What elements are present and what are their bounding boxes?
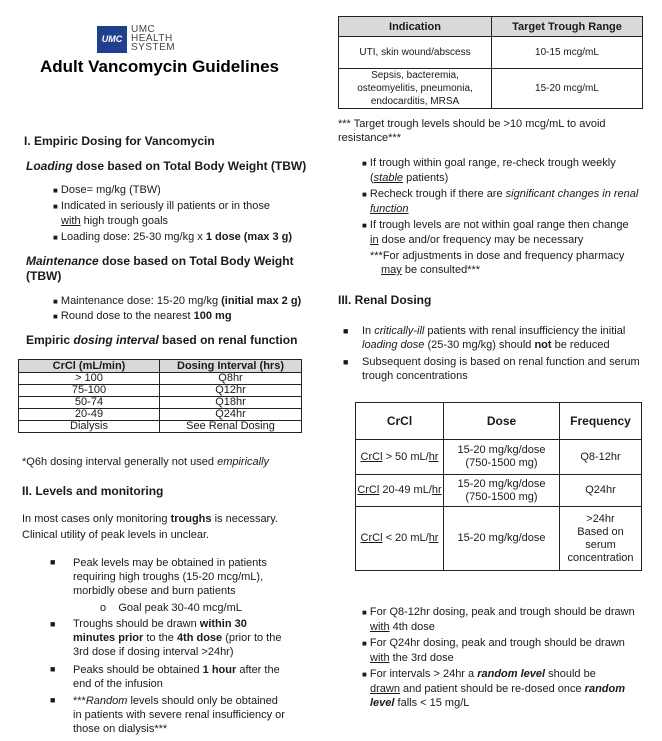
- levels-bullet-4: ***Random levels should only be obtained in patients with severe renal insufficiency or those on dialysis***: [73, 695, 285, 735]
- logo-line-2: HEALTH: [131, 33, 173, 44]
- renal-bullet-2: Subsequent dosing is based on renal function and serum trough concentrations: [362, 356, 640, 382]
- q6h-note: *Q6h dosing interval generally not used empirically: [22, 456, 270, 468]
- table-row: CrCl 20-49 mL/hr 15-20 mg/kg/dose (750-1500 mg) Q24hr: [356, 475, 642, 507]
- target-bullet-1: ■ If trough within goal range, re-check trough weekly (stable patients): [362, 157, 616, 184]
- table-row: CrCl < 20 mL/hr 15-20 mg/kg/dose >24hr Based on serum concentration: [356, 507, 642, 571]
- target-consult-note: ***For adjustments in dose and frequency pharmacy may be consulted***: [370, 250, 625, 276]
- bullet-icon: ■: [343, 357, 349, 367]
- logo-mark-icon: UMC: [97, 26, 127, 53]
- crcl-interval-table: [18, 359, 302, 433]
- table-row: > 100 Q8hr: [19, 373, 302, 385]
- bullet-icon: ■: [50, 557, 56, 567]
- renal-bullet-1: In critically-ill patients with renal insufficiency the initial loading dose (25-30 mg/kg) should not be reduced: [362, 325, 626, 351]
- bullet-icon: ■: [50, 619, 56, 629]
- levels-paragraph-1: In most cases only monitoring troughs is necessary.: [22, 513, 278, 525]
- draw-bullet-1: ■ For Q8-12hr dosing, peak and trough should be drawn with 4th dose: [362, 606, 635, 633]
- target-bullet-2: ■ Recheck trough if there are significant changes in renal function: [362, 188, 639, 215]
- logo: [97, 26, 212, 54]
- section-1-heading: I. Empiric Dosing for Vancomycin: [24, 134, 215, 148]
- logo-line-3: SYSTEM: [131, 42, 176, 53]
- empiric-heading: Empiric dosing interval based on renal function: [26, 333, 298, 347]
- renal-dosing-table: [355, 402, 642, 571]
- levels-bullet-3: Peaks should be obtained 1 hour after the end of the infusion: [73, 664, 280, 690]
- crcl-table-header: Dosing Interval (hrs): [160, 360, 302, 373]
- draw-bullet-2: ■ For Q24hr dosing, peak and trough should be drawn with the 3rd dose: [362, 637, 625, 664]
- loading-heading: Loading dose based on Total Body Weight (TBW): [26, 159, 307, 173]
- table-row: CrCl > 50 mL/hr 15-20 mg/kg/dose (750-1500 mg) Q8-12hr: [356, 440, 642, 475]
- draw-bullet-3: ■ For intervals > 24hr a random level should be drawn and patient should be re-dosed once random level falls < 15 mg/L: [362, 668, 626, 709]
- levels-bullet-2: Troughs should be drawn within 30 minutes prior to the 4th dose (prior to the 3rd dose if dosing interval >24hr): [73, 618, 282, 658]
- target-note: *** Target trough levels should be >10 mcg/mL to avoid resistance***: [338, 118, 606, 144]
- loading-bullet-2-cont: with high trough goals: [61, 215, 169, 227]
- target-bullet-3: ■ If trough levels are not within goal range then change in dose and/or frequency may be necessary: [362, 219, 629, 246]
- indication-table: [338, 16, 643, 109]
- renal-table-header: Frequency: [560, 403, 642, 440]
- bullet-icon: ■: [50, 664, 56, 674]
- renal-table-header: Dose: [444, 403, 560, 440]
- indication-table-header: Indication: [339, 17, 492, 37]
- table-row: Sepsis, bacteremia, osteomyelitis, pneumonia, endocarditis, MRSA 15-20 mcg/mL: [339, 69, 643, 109]
- table-row: Dialysis See Renal Dosing: [19, 421, 302, 433]
- loading-bullet-3: ■ Loading dose: 25-30 mg/kg x 1 dose (max 3 g): [53, 231, 293, 243]
- maintenance-bullet-2: ■ Round dose to the nearest 100 mg: [53, 310, 232, 322]
- table-row: UTI, skin wound/abscess 10-15 mcg/mL: [339, 37, 643, 69]
- levels-subbullet-1: o Goal peak 30-40 mcg/mL: [100, 602, 242, 614]
- logo-line-1: UMC: [131, 24, 156, 35]
- crcl-table-header: CrCl (mL/min): [19, 360, 160, 373]
- maintenance-heading: Maintenance dose based on Total Body Weight: [26, 254, 294, 268]
- maintenance-bullet-1: ■ Maintenance dose: 15-20 mg/kg (initial max 2 g): [53, 295, 302, 307]
- bullet-icon: ■: [50, 695, 56, 705]
- levels-paragraph-2: Clinical utility of peak levels in unclear.: [22, 529, 210, 541]
- levels-bullet-1: Peak levels may be obtained in patients requiring high troughs (15-20 mcg/mL), morbidly obese and burn patients: [73, 557, 267, 597]
- section-2-heading: II. Levels and monitoring: [22, 484, 164, 498]
- maintenance-heading-cont: (TBW): [26, 269, 62, 283]
- page-title: Adult Vancomycin Guidelines: [40, 57, 279, 76]
- table-row: 20-49 Q24hr: [19, 409, 302, 421]
- loading-bullet-2: ■ Indicated in seriously ill patients or in those: [53, 200, 271, 212]
- table-row: 50-74 Q18hr: [19, 397, 302, 409]
- bullet-icon: ■: [343, 326, 349, 336]
- table-row: 75-100 Q12hr: [19, 385, 302, 397]
- indication-table-header: Target Trough Range: [492, 17, 643, 37]
- renal-table-header: CrCl: [356, 403, 444, 440]
- loading-bullet-1: ■ Dose= mg/kg (TBW): [53, 184, 161, 196]
- section-3-heading: III. Renal Dosing: [338, 293, 432, 307]
